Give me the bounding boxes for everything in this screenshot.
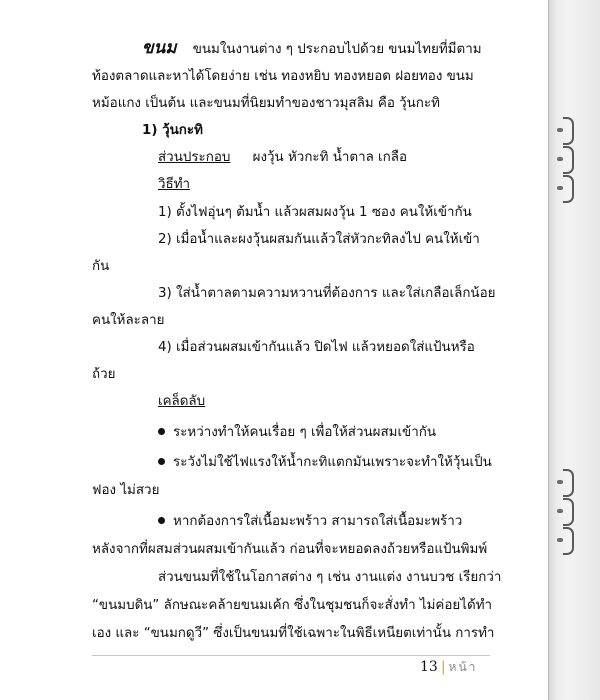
binding-ring-icon (563, 469, 574, 497)
paragraph-1-line-2: ท้องตลาดและหาได้โดยง่าย เช่น ทองหยิบ ทองหยอด ฝอยทอง ขนม (92, 69, 474, 84)
tip-1-text: ระหว่างทำให้คนเรื่อย ๆ เพื่อให้ส่วนผสมเข้ากัน (173, 425, 436, 440)
ingredients-list: ผงวุ้น หัวกะทิ น้ำตาล เกลือ (252, 150, 407, 165)
tip-3-line-1 (158, 512, 462, 532)
bullet-icon (158, 428, 165, 435)
paragraph-2-line-1: ส่วนขนมที่ใช้ในโอกาสต่าง ๆ เช่น งานแต่ง งานบวช เรียกว่า (158, 570, 502, 585)
binding-ring-icon (563, 175, 574, 203)
page-separator: | (440, 659, 446, 675)
spiral-binding (548, 0, 600, 700)
tip-2-line-1 (158, 453, 492, 473)
tip-1 (158, 423, 436, 443)
tip-3-line-2: หลังจากที่ผสมส่วนผสมเข้ากันแล้ว ก่อนที่จะหยอดลงถ้วยหรือแป้นพิมพ์ (92, 542, 488, 557)
binding-ring-icon (563, 146, 574, 174)
paragraph-1-line-1-text: ขนมในงานต่าง ๆ ประกอบไปด้วย ขนมไทยที่มีตาม (192, 42, 482, 57)
title-word: ขนม (142, 38, 177, 58)
ingredients-label: ส่วนประกอบ (158, 150, 231, 165)
ingredients-line (158, 148, 407, 168)
method-label: วิธีทำ (158, 177, 191, 192)
bullet-icon (158, 517, 165, 524)
page-word: หน้า (448, 660, 478, 674)
recipe-heading: 1) วุ้นกะทิ (142, 123, 203, 138)
binding-ring-icon (563, 498, 574, 526)
page-footer (420, 658, 477, 677)
paragraph-2-line-2: “ขนมบดิน” ลักษณะคล้ายขนมเค้ก ซึ่งในชุมชนก็จะสั่งทำ ไม่ค่อยได้ทำ (92, 598, 493, 613)
step-1: 1) ตั้งไฟอุ่นๆ ต้มน้ำ แล้วผสมผงวุ้น 1 ซอง คนให้เข้ากัน (158, 205, 472, 220)
step-2-line-2: กัน (92, 259, 110, 274)
paragraph-1-line-1 (142, 38, 482, 60)
page-number: 13 (420, 659, 438, 675)
binding-ring-icon (563, 117, 574, 145)
paragraph-1-line-3: หม้อแกง เป็นต้น และขนมที่นิยมทำของชาวมุสลิม คือ วุ้นกะทิ (92, 96, 440, 111)
binding-ring-icon (563, 527, 574, 555)
tip-2-line-2: ฟอง ไม่สวย (92, 483, 160, 498)
bullet-icon (158, 458, 165, 465)
step-4-line-1: 4) เมื่อส่วนผสมเข้ากันแล้ว ปิดไฟ แล้วหยอดใส่แป้นหรือ (158, 340, 475, 355)
paragraph-2-line-3: เอง และ “ขนมกดูวี” ซึ่งเป็นขนมที่ใช้เฉพาะในพิธีเหนียตเท่านั้น การทำ (92, 626, 495, 641)
tips-label: เคล็ดลับ (158, 394, 206, 409)
step-2-line-1: 2) เมื่อน้ำและผงวุ้นผสมกันแล้วใส่หัวกะทิลงไป คนให้เข้า (158, 232, 480, 247)
step-3-line-2: คนให้ละลาย (92, 313, 165, 328)
step-4-line-2: ถ้วย (92, 367, 116, 382)
tip-2-text: ระวังไม่ใช้ไฟแรงให้น้ำกะทิแตกมันเพราะจะทำให้วุ้นเป็น (173, 455, 492, 470)
step-3-line-1: 3) ใส่น้ำตาลตามความหวานที่ต้องการ และใส่เกลือเล็กน้อย (158, 286, 496, 301)
footer-divider (92, 655, 490, 656)
tip-3-text: หากต้องการใส่เนื้อมะพร้าว สามารถใส่เนื้อมะพร้าว (173, 514, 463, 529)
